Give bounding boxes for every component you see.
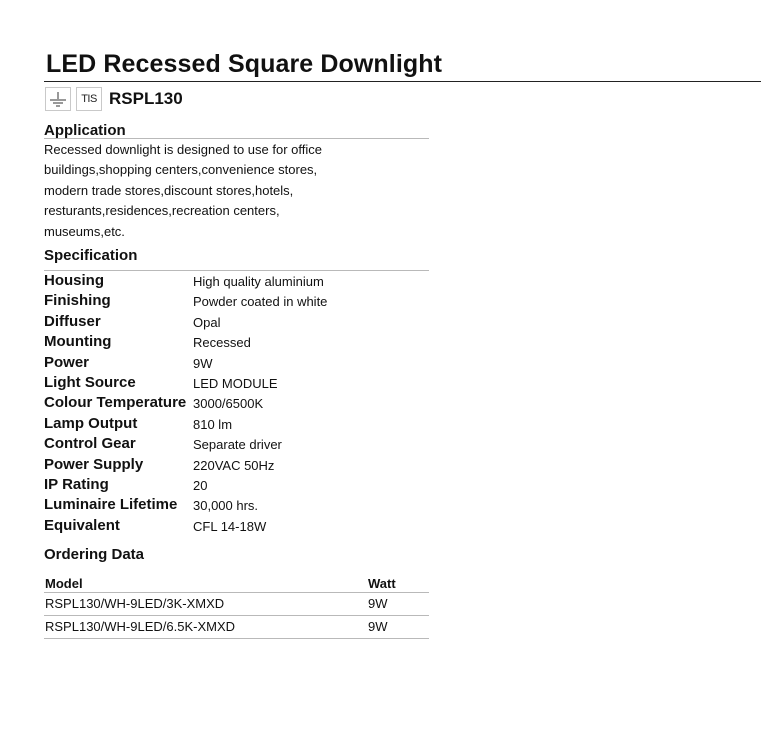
application-line: modern trade stores,discount stores,hotels, bbox=[44, 182, 294, 198]
model-cell: RSPL130/WH-9LED/3K-XMXD bbox=[45, 596, 225, 611]
spec-label: Equivalent bbox=[44, 516, 120, 534]
watt-cell: 9W bbox=[368, 596, 388, 611]
spec-label: Luminaire Lifetime bbox=[44, 496, 178, 514]
spec-value: Separate driver bbox=[193, 437, 282, 453]
spec-value: Opal bbox=[193, 314, 221, 330]
watt-cell: 9W bbox=[368, 619, 388, 634]
ordering-table bbox=[44, 575, 429, 639]
spec-label: Control Gear bbox=[44, 435, 136, 453]
spec-label: Housing bbox=[44, 272, 104, 289]
specification-heading: Specification bbox=[44, 247, 138, 264]
model-code: RSPL130 bbox=[109, 89, 183, 108]
table-row bbox=[44, 592, 429, 615]
spec-label: Lamp Output bbox=[44, 414, 138, 432]
spec-value: CFL 14-18W bbox=[193, 518, 267, 534]
spec-value: 30,000 hrs. bbox=[193, 498, 259, 514]
spec-label: Light Source bbox=[44, 373, 136, 391]
ground-symbol-icon bbox=[49, 91, 67, 107]
spec-label: Power bbox=[44, 353, 90, 371]
tis-mark: TIS bbox=[81, 93, 97, 105]
title-divider bbox=[44, 81, 761, 82]
spec-label: Finishing bbox=[44, 292, 111, 310]
spec-value: High quality aluminium bbox=[193, 274, 324, 289]
spec-value: 9W bbox=[193, 355, 213, 371]
spec-label: Colour Temperature bbox=[44, 394, 187, 412]
spec-value: 3000/6500K bbox=[193, 396, 264, 412]
spec-label: Power Supply bbox=[44, 455, 144, 473]
spec-value: 810 lm bbox=[193, 416, 233, 432]
ordering-heading: Ordering Data bbox=[44, 546, 145, 563]
tis-badge bbox=[76, 87, 102, 111]
spec-label: IP Rating bbox=[44, 475, 109, 493]
model-cell: RSPL130/WH-9LED/6.5K-XMXD bbox=[45, 619, 236, 634]
application-description bbox=[44, 140, 344, 242]
certification-badges bbox=[45, 87, 183, 111]
application-line: Recessed downlight is designed to use for office bbox=[44, 142, 322, 157]
application-divider bbox=[44, 138, 429, 139]
column-header-model: Model bbox=[45, 576, 83, 591]
ordering-table-header bbox=[44, 575, 429, 592]
spec-value: LED MODULE bbox=[193, 375, 278, 391]
ground-symbol-badge bbox=[45, 87, 71, 111]
column-header-watt: Watt bbox=[368, 576, 396, 591]
page-title: LED Recessed Square Downlight bbox=[46, 50, 443, 78]
spec-value: 20 bbox=[193, 477, 208, 493]
application-line: resturants,residences,recreation centers, bbox=[44, 203, 280, 219]
spec-value: 220VAC 50Hz bbox=[193, 457, 275, 473]
spec-label: Mounting bbox=[44, 333, 112, 351]
spec-label: Diffuser bbox=[44, 312, 101, 330]
application-line: museums,etc. bbox=[44, 223, 125, 239]
application-line: buildings,shopping centers,convenience stores, bbox=[44, 162, 318, 178]
application-heading: Application bbox=[44, 122, 126, 139]
table-row bbox=[44, 615, 429, 639]
spec-value: Powder coated in white bbox=[193, 294, 328, 310]
spec-value: Recessed bbox=[193, 335, 251, 351]
